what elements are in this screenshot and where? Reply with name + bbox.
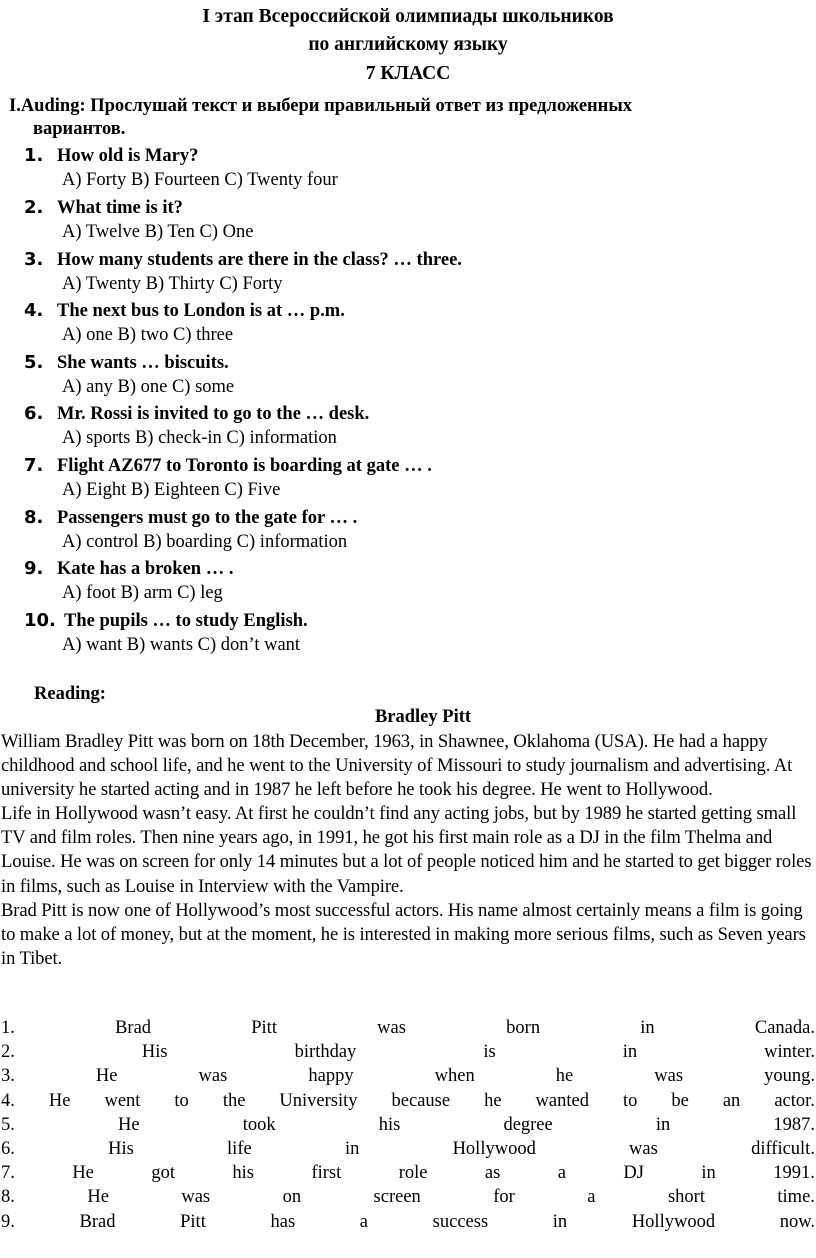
statement-word: went [104,1090,141,1111]
question-text: How old is Mary? [57,146,199,166]
question-number: 2. [24,197,44,218]
statement-word: was [629,1139,658,1159]
statement-row [1,1161,815,1185]
statement-word: role [398,1163,428,1184]
question-text: Flight AZ677 to Toronto is boarding at gate … . [57,456,432,476]
question-text: How many students are there in the class? … three. [57,250,462,270]
statement-word: Canada. [754,1018,815,1038]
story-paragraph: William Bradley Pitt was born on 18th December, 1963, in Shawnee, Oklahoma (USA). He had a happy childhood and school life, and he went to the University of Missouri to study journalism and advertising. At university he started acting and in 1987 he left before he took his degree. He went to Hollywood. [1,731,793,801]
question-options: A) one B) two C) three [62,325,234,345]
statement-word: in [552,1211,568,1232]
statement-word: was [377,1018,406,1038]
statement-number: 5. [1,1114,15,1135]
question-number: 3. [24,249,44,270]
story-paragraph: Brad Pitt is now one of Hollywood’s most successful actors. His name almost certainly means a film is going to make a lot of money, but at the moment, he is interested in making more serious films, such as Seven years in Tibet. [1,899,806,969]
statement-word: a [587,1187,596,1208]
statement-row [1,1064,815,1088]
statement-word: Pitt [180,1211,206,1232]
statement-word: University [279,1090,358,1111]
statement-number: 9. [1,1211,15,1232]
question-options: A) control B) boarding C) information [62,532,348,552]
statement-word: a [359,1211,369,1232]
statement-word: he [484,1090,502,1111]
auding-instruction [9,95,769,141]
statement-row [1,1137,815,1161]
statement-word: is [483,1042,496,1063]
statement-word: he [555,1066,574,1087]
statement-row [1,1040,815,1064]
statement-word: to [174,1090,189,1111]
question-number: 10. [24,610,56,631]
question-text: The pupils … to study English. [64,611,308,631]
statement-word: as [484,1163,501,1184]
statement-word: was [654,1066,684,1087]
statement-word: in [640,1018,655,1038]
statement-row [1,1210,815,1234]
statement-word: for [493,1187,515,1208]
statement-word: 1991. [773,1163,815,1184]
statement-word: Hollywood [631,1211,716,1232]
statement-word: in [701,1163,716,1184]
statement-word: first [311,1163,342,1184]
statement-number: 7. [1,1163,15,1184]
statement-word: happy [308,1066,354,1087]
statement-word: winter. [764,1042,815,1063]
statement-word: screen [373,1187,421,1208]
question-number: 6. [24,403,44,424]
statement-word: His [108,1139,134,1159]
statement-word: in [344,1139,360,1159]
auding-instruction-line1: I.Auding: Прослушай текст и выбери правильный ответ из предложенных [9,96,633,116]
statement-word: born [506,1018,541,1038]
statement-word: difficult. [751,1139,815,1159]
statement-word: now. [779,1211,815,1232]
statement-word: has [270,1211,296,1232]
statement-word: an [722,1090,741,1111]
statement-word: to [622,1090,638,1111]
question-number: 1. [24,145,44,166]
question-text: Mr. Rossi is invited to go to the … desk. [57,404,370,424]
question-text: Kate has a broken … . [57,559,234,579]
statement-row [1,1089,815,1113]
story-text [1,730,813,971]
statement-row [1,1185,815,1209]
statement-word: time. [777,1187,815,1208]
question-text: What time is it? [57,198,183,218]
reading-label: Reading: [34,684,106,704]
statement-word: Pitt [251,1018,277,1038]
statement-word: wanted [535,1090,589,1111]
statement-word: Brad [79,1211,116,1232]
statement-number: 1. [1,1018,15,1038]
statement-word: Hollywood [452,1139,536,1159]
statement-word: degree [503,1114,553,1135]
statement-word: His [141,1042,168,1063]
question-options: A) sports B) check-in C) information [62,428,337,448]
statement-word: when [434,1066,475,1087]
question-number: 9. [24,558,44,579]
statement-word: short [667,1187,705,1208]
statement-word: He [95,1066,118,1087]
statement-word: was [181,1187,211,1208]
statement-row [1,1016,815,1040]
statement-word: on [282,1187,302,1208]
question-options: A) Forty B) Fourteen C) Twenty four [62,170,338,190]
question-text: Passengers must go to the gate for … . [57,508,358,528]
question-options: A) foot B) arm C) leg [62,583,223,603]
statement-word: He [87,1187,109,1208]
statement-word: in [655,1114,671,1135]
statement-word: He [72,1163,94,1184]
question-options: A) Twelve B) Ten C) One [62,222,254,242]
question-number: 8. [24,507,44,528]
question-text: She wants … biscuits. [57,353,229,373]
statement-number: 8. [1,1187,15,1208]
statement-word: 1987. [773,1114,815,1135]
statement-number: 3. [1,1066,15,1087]
statement-word: was [198,1066,228,1087]
question-options: A) Eight B) Eighteen C) Five [62,480,281,500]
statement-word: life [227,1139,252,1159]
question-number: 4. [24,300,44,321]
subject-title: по английскому языку [308,34,508,55]
statement-word: be [671,1090,689,1111]
statement-word: He [118,1114,140,1135]
statement-word: in [622,1042,638,1063]
story-paragraph: Life in Hollywood wasn’t easy. At first he couldn’t find any acting jobs, but by 1989 he started getting small TV and film roles. Then nine years ago, in 1991, he got his first main role as a DJ in the film Thelma and Louise. He was on screen for only 14 minutes but a lot of people noticed him and he started to get bigger roles in films, such as Louise in Interview with the Vampire. [1,803,812,897]
statement-word: got [151,1163,175,1184]
statement-number: 2. [1,1042,15,1063]
statement-word: his [378,1114,401,1135]
question-options: A) any B) one C) some [62,377,235,397]
statement-word: the [222,1090,246,1111]
statement-word: success [432,1211,489,1232]
statement-word: his [232,1163,254,1184]
olympiad-title: I этап Всероссийской олимпиады школьников [202,6,614,27]
statement-number: 6. [1,1139,15,1159]
statement-word: DJ [623,1163,644,1184]
question-text: The next bus to London is at … p.m. [57,301,345,321]
statement-number: 4. [1,1090,15,1111]
statement-word: actor. [774,1090,815,1111]
statement-row [1,1113,815,1137]
question-number: 5. [24,352,44,373]
statement-word: birthday [294,1042,357,1063]
statement-word: Brad [115,1018,152,1038]
auding-instruction-line2: вариантов. [33,119,126,139]
statement-word: took [242,1114,276,1135]
statement-word: a [557,1163,566,1184]
question-number: 7. [24,455,44,476]
question-options: A) Twenty B) Thirty C) Forty [62,274,283,294]
statement-word: because [391,1090,451,1111]
statement-word: He [48,1090,71,1111]
question-options: A) want B) wants C) don’t want [62,635,301,655]
story-title: Bradley Pitt [374,707,472,727]
grade-title: 7 КЛАСС [365,63,451,84]
statement-word: young. [764,1066,815,1087]
